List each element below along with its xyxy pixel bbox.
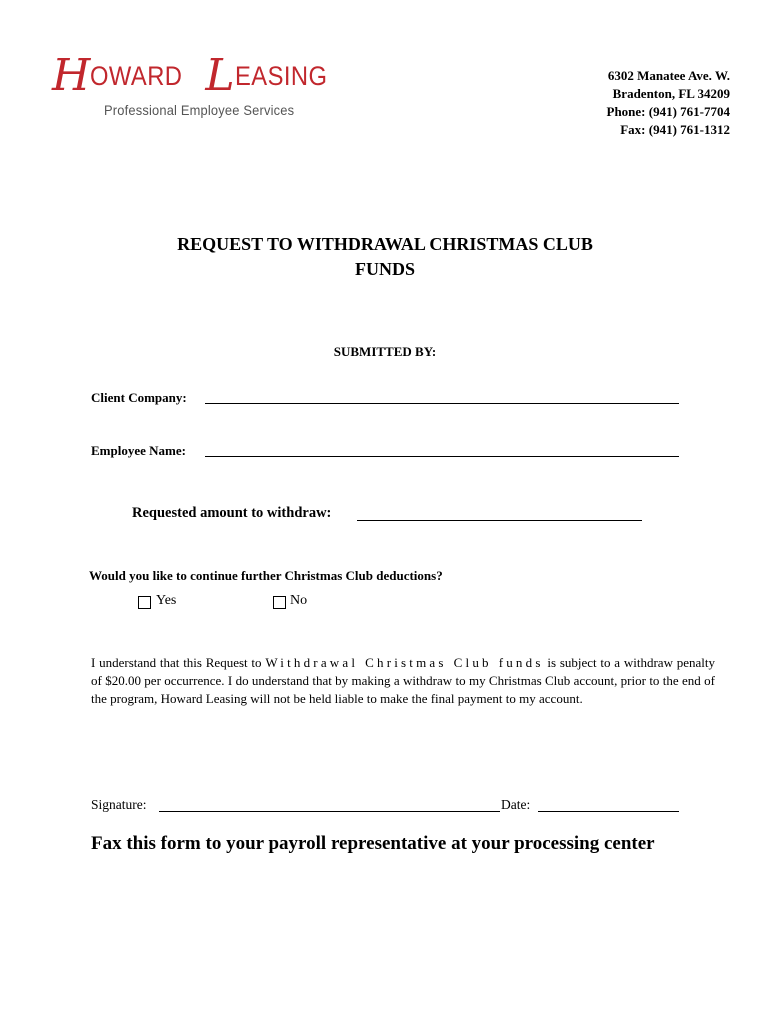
submitted-by-heading: SUBMITTED BY: [333, 344, 437, 359]
date-field[interactable] [538, 811, 679, 812]
terms-part1: I understand that this Request to [91, 655, 266, 670]
company-address [607, 67, 731, 139]
client-company-label: Client Company: [91, 390, 187, 405]
client-company-field[interactable] [205, 403, 679, 404]
signature-field[interactable] [159, 811, 500, 812]
form-title-line2: FUNDS [354, 259, 415, 279]
address-fax: Fax: (941) 761-1312 [620, 122, 730, 137]
no-label: No [290, 593, 308, 608]
logo-tagline: Professional Employee Services [104, 102, 295, 118]
yes-label: Yes [156, 593, 177, 608]
terms-part2: is subject to a withdraw penalty of $20.00 per occurrence. I do understand that by making a withdraw to my Christmas Club account, prior to the end of the program, Howard Leasing will not be held liable to make the final payment to my account. [91, 655, 716, 706]
date-label: Date: [501, 797, 531, 812]
logo-word-leasing: EASING [234, 61, 328, 91]
terms-paragraph [91, 654, 715, 708]
no-checkbox[interactable] [273, 596, 286, 609]
logo-word-howard: OWARD [90, 61, 183, 91]
address-street: 6302 Manatee Ave. W. [607, 68, 730, 83]
employee-name-label: Employee Name: [91, 443, 186, 458]
address-phone: Phone: (941) 761-7704 [606, 104, 730, 119]
company-logo [52, 52, 352, 100]
requested-amount-field[interactable] [357, 520, 642, 521]
terms-spaced-phrase: Withdrawal Christmas Club funds [265, 655, 544, 670]
form-title-line1: REQUEST TO WITHDRAWAL CHRISTMAS CLUB [177, 234, 593, 254]
fax-instructions: Fax this form to your payroll representative at your processing center [91, 833, 655, 854]
signature-label: Signature: [91, 797, 147, 812]
yes-checkbox[interactable] [138, 596, 151, 609]
continue-deductions-question: Would you like to continue further Christmas Club deductions? [89, 568, 443, 583]
logo-initial-h: H [52, 50, 91, 101]
requested-amount-label: Requested amount to withdraw: [132, 505, 332, 521]
form-title [0, 232, 770, 282]
employee-name-field[interactable] [205, 456, 679, 457]
logo-initial-l: L [205, 50, 235, 101]
address-city: Bradenton, FL 34209 [612, 86, 730, 101]
